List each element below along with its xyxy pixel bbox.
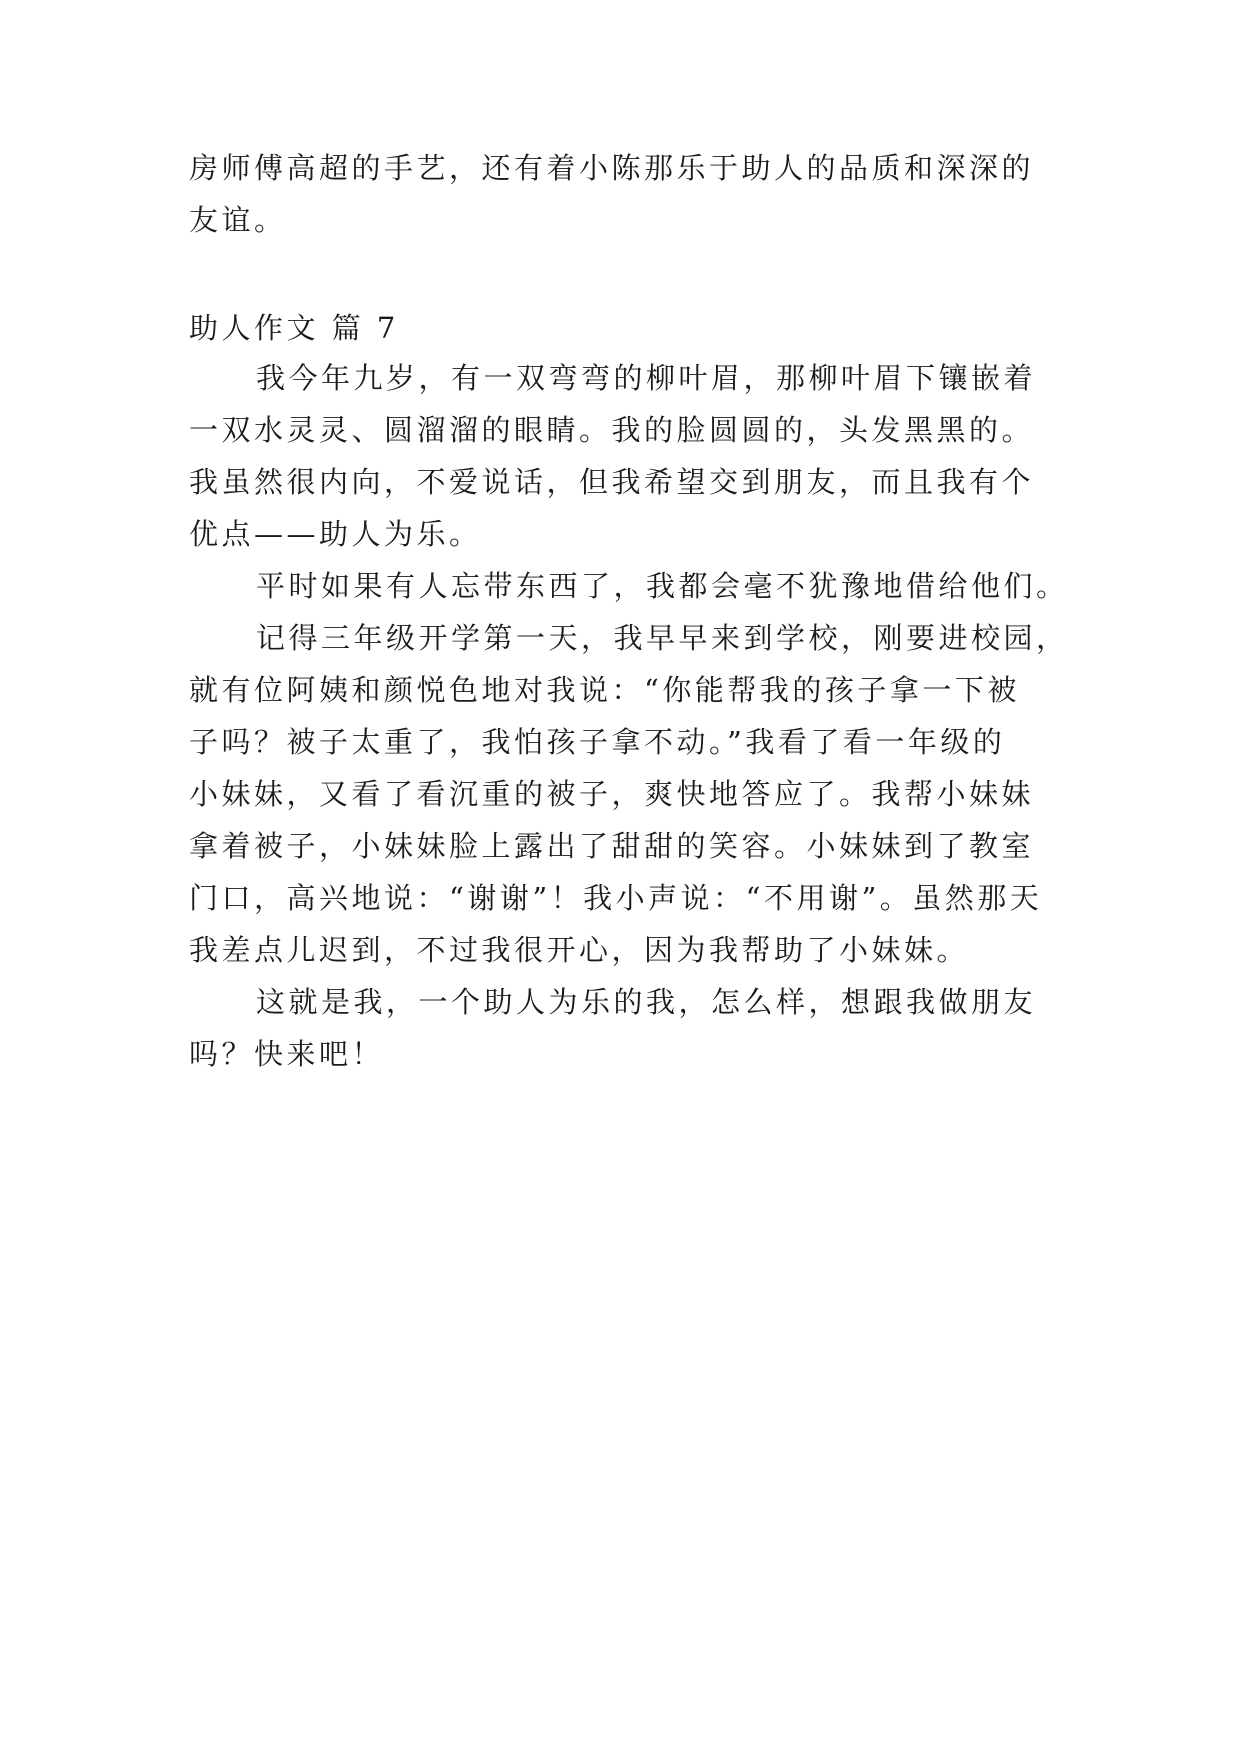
text-line: 这就是我，一个助人为乐的我，怎么样，想跟我做朋友 [256,985,1037,1019]
text-line: 我差点儿迟到，不过我很开心，因为我帮助了小妹妹。 [189,933,970,967]
text-line: 一双水灵灵、圆溜溜的眼睛。我的脸圆圆的，头发黑黑的。 [189,413,1035,447]
text-line: 门口，高兴地说：“谢谢”！我小声说：“不用谢”。虽然那天 [189,881,1043,915]
text-line: 房师傅高超的手艺，还有着小陈那乐于助人的品质和深深的 [189,151,1035,185]
text-line: 吗？快来吧！ [189,1037,385,1071]
text-line: 平时如果有人忘带东西了，我都会毫不犹豫地借给他们。 [256,569,1069,603]
text-line: 友谊。 [189,203,287,237]
text-line: 优点——助人为乐。 [189,517,482,551]
text-line: 小妹妹，又看了看沉重的被子，爽快地答应了。我帮小妹妹 [189,777,1035,811]
text-line: 子吗？被子太重了，我怕孩子拿不动。”我看了看一年级的 [189,725,1006,759]
section-heading: 助人作文 篇 7 [189,311,399,345]
text-line: 我虽然很内向，不爱说话，但我希望交到朋友，而且我有个 [189,465,1035,499]
text-line: 记得三年级开学第一天，我早早来到学校，刚要进校园， [256,621,1069,655]
text-line: 我今年九岁，有一双弯弯的柳叶眉，那柳叶眉下镶嵌着 [256,361,1037,395]
text-line: 拿着被子，小妹妹脸上露出了甜甜的笑容。小妹妹到了教室 [189,829,1035,863]
text-line: 就有位阿姨和颜悦色地对我说：“你能帮我的孩子拿一下被 [189,673,1020,707]
